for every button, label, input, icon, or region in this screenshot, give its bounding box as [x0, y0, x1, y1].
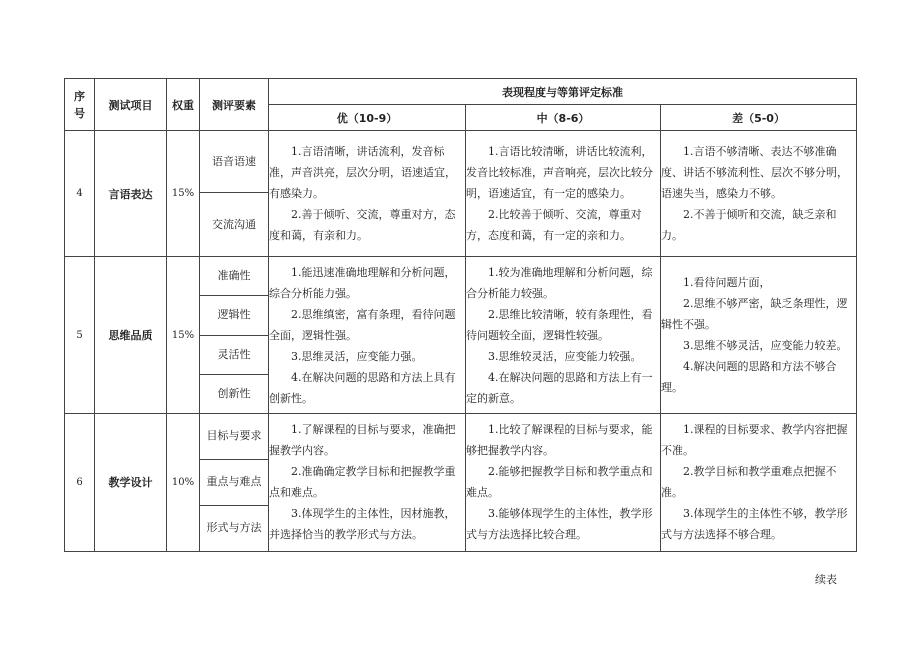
row-6-element-3: 形式与方法 [200, 505, 269, 551]
row-6-good-1: 1.了解课程的目标与要求，准确把握教学内容。 [269, 423, 456, 458]
row-6-element-2: 重点与难点 [200, 459, 269, 505]
row-5-poor-3: 3.思维不够灵活，应变能力较差。 [683, 339, 848, 352]
row-5-poor [661, 257, 857, 413]
row-5-no: 5 [65, 257, 95, 413]
header-standard: 表现程度与等第评定标准 [269, 79, 857, 105]
header-weight: 权重 [167, 79, 200, 131]
row-5-element-1: 准确性 [200, 257, 269, 296]
header-elements: 测评要素 [200, 79, 269, 131]
row-5-item: 思维品质 [95, 257, 167, 413]
row-5-good-1: 1.能迅速准确地理解和分析问题，综合分析能力强。 [269, 265, 456, 300]
row-4-mid-1: 1.言语比较清晰，讲话比较流利，发音比较标准，声音响亮，层次比较分明，语速适宜，有一定的感染力。 [466, 145, 653, 201]
row-5-good-2: 2.思维缜密，富有条理，看待问题全面，逻辑性强。 [269, 307, 456, 342]
row-6-mid-2: 2.能够把握教学目标和教学重点和难点。 [466, 465, 653, 500]
row-5-good-3: 3.思维灵活，应变能力强。 [291, 349, 423, 363]
row-6-good-3: 3.体现学生的主体性，因材施教，并选择恰当的教学形式与方法。 [269, 507, 456, 542]
row-5-poor-1: 1.看待问题片面， [683, 276, 771, 289]
row-6-mid-3: 3.能够体现学生的主体性，教学形式与方法选择比较合理。 [466, 507, 653, 542]
row-5-element-3: 灵活性 [200, 335, 269, 374]
row-5-good-4: 4.在解决问题的思路和方法上具有创新性。 [269, 370, 456, 405]
row-6-item: 教学设计 [95, 413, 167, 551]
row-5-mid-2: 2.思维比较清晰，较有条理性，看待问题较全面，逻辑性较强。 [466, 307, 653, 342]
row-6-mid-1: 1.比较了解课程的目标与要求，能够把握教学内容。 [466, 423, 653, 458]
row-5-poor-2: 2.思维不够严密，缺乏条理性，逻辑性不强。 [661, 297, 848, 331]
row-4-element-2: 交流沟通 [200, 193, 269, 257]
row-6-poor-3: 3.体现学生的主体性不够，教学形式与方法选择不够合理。 [661, 507, 848, 542]
row-4-poor-2: 2.不善于倾听和交流，缺乏亲和力。 [661, 208, 837, 243]
row-6-good [269, 413, 466, 551]
row-4-weight: 15% [167, 131, 200, 257]
row-6-no: 6 [65, 413, 95, 551]
header-mid: 中（8-6） [466, 105, 661, 131]
row-5-weight: 15% [167, 257, 200, 413]
row-4-item: 言语表达 [95, 131, 167, 257]
row-5-mid-1: 1.较为准确地理解和分析问题，综合分析能力较强。 [466, 265, 653, 300]
header-no: 序号 [65, 79, 95, 131]
evaluation-table [64, 78, 857, 552]
row-5-element-2: 逻辑性 [200, 296, 269, 335]
row-5-mid [466, 257, 661, 413]
row-4-mid [466, 131, 661, 257]
row-4-good-1: 1.言语清晰，讲话流利，发音标准，声音洪亮，层次分明，语速适宜，有感染力。 [269, 145, 456, 201]
row-6-element-1: 目标与要求 [200, 413, 269, 459]
row-4-poor-1: 1.言语不够清晰、表达不够准确度、讲话不够流利性、层次不够分明，语速失当，感染力不够。 [661, 145, 848, 201]
row-4-element-1: 语音语速 [200, 131, 269, 193]
row-4-good-2: 2.善于倾听、交流，尊重对方，态度和蔼，有亲和力。 [269, 208, 456, 243]
row-4-no: 4 [65, 131, 95, 257]
continued-note: 续表 [815, 573, 837, 586]
row-6-weight: 10% [167, 413, 200, 551]
row-6-good-2: 2.准确确定教学目标和把握教学重点和难点。 [269, 465, 456, 500]
row-4-poor [661, 131, 857, 257]
row-6-poor [661, 413, 857, 551]
row-5-poor-4: 4.解决问题的思路和方法不够合理。 [661, 360, 837, 394]
header-good: 优（10-9） [269, 105, 466, 131]
row-5-element-4: 创新性 [200, 374, 269, 413]
row-5-mid-4: 4.在解决问题的思路和方法上有一定的新意。 [466, 370, 653, 405]
row-5-mid-3: 3.思维较灵活，应变能力较强。 [488, 349, 642, 363]
row-5-good [269, 257, 466, 413]
row-4-good [269, 131, 466, 257]
row-6-poor-2: 2.教学目标和教学重难点把握不准。 [661, 465, 837, 500]
row-4-mid-2: 2.比较善于倾听、交流，尊重对方，态度和蔼，有一定的亲和力。 [466, 208, 642, 243]
row-6-mid [466, 413, 661, 551]
header-item: 测试项目 [95, 79, 167, 131]
row-6-poor-1: 1.课程的目标要求、教学内容把握不准。 [661, 423, 848, 458]
header-poor: 差（5-0） [661, 105, 857, 131]
